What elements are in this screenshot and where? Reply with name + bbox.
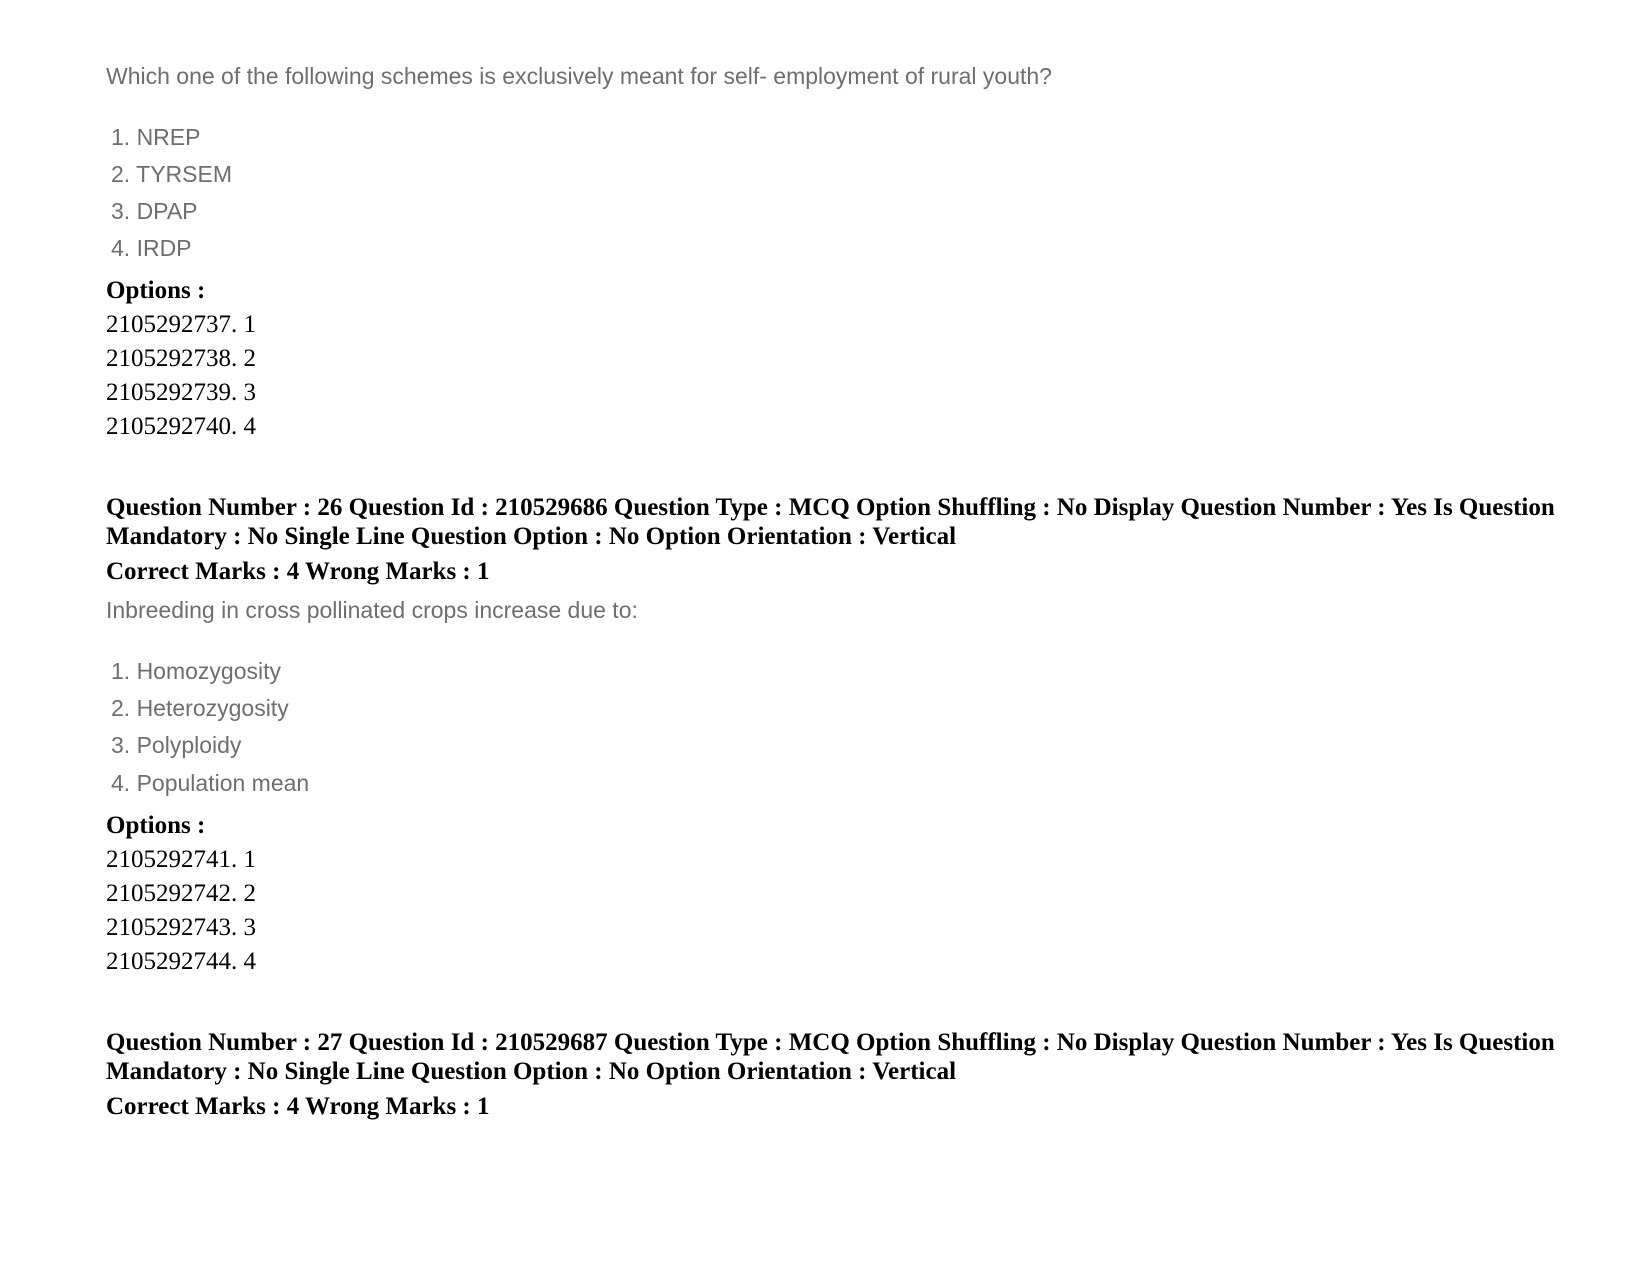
answer-choice: 3. DPAP [111, 198, 198, 224]
answer-choice: 4. Population mean [111, 770, 310, 796]
option-id: 2105292738. 2 [106, 345, 256, 372]
question-meta: Question Number : 27 Question Id : 210529687 Question Type : MCQ Option Shuffling : No Display Question Number : Yes Is Question Mandatory : No Single Line Question Option : No Option Orientation : Vertical [106, 1029, 1555, 1085]
question-meta: Question Number : 26 Question Id : 210529686 Question Type : MCQ Option Shuffling : No Display Question Number : Yes Is Question Mandatory : No Single Line Question Option : No Option Orientation : Vertical [106, 494, 1555, 550]
answer-choice: 2. Heterozygosity [111, 695, 289, 721]
options-label: Options : [106, 812, 206, 839]
answer-choice: 4. IRDP [111, 235, 192, 261]
question-text: Which one of the following schemes is exclusively meant for self- employment of rural youth? [106, 63, 1052, 89]
option-id: 2105292744. 4 [106, 948, 256, 975]
option-id: 2105292737. 1 [106, 311, 256, 338]
option-id: 2105292743. 3 [106, 914, 256, 941]
question-marks: Correct Marks : 4 Wrong Marks : 1 [106, 1093, 490, 1120]
option-id: 2105292741. 1 [106, 846, 256, 873]
options-label: Options : [106, 277, 206, 304]
option-id: 2105292740. 4 [106, 413, 256, 440]
question-marks: Correct Marks : 4 Wrong Marks : 1 [106, 558, 490, 585]
answer-choice: 2. TYRSEM [111, 161, 232, 187]
option-id: 2105292739. 3 [106, 379, 256, 406]
answer-choice: 3. Polyploidy [111, 732, 242, 758]
answer-choice: 1. Homozygosity [111, 658, 282, 684]
answer-choice: 1. NREP [111, 124, 201, 150]
option-id: 2105292742. 2 [106, 880, 256, 907]
question-text: Inbreeding in cross pollinated crops increase due to: [106, 597, 638, 623]
